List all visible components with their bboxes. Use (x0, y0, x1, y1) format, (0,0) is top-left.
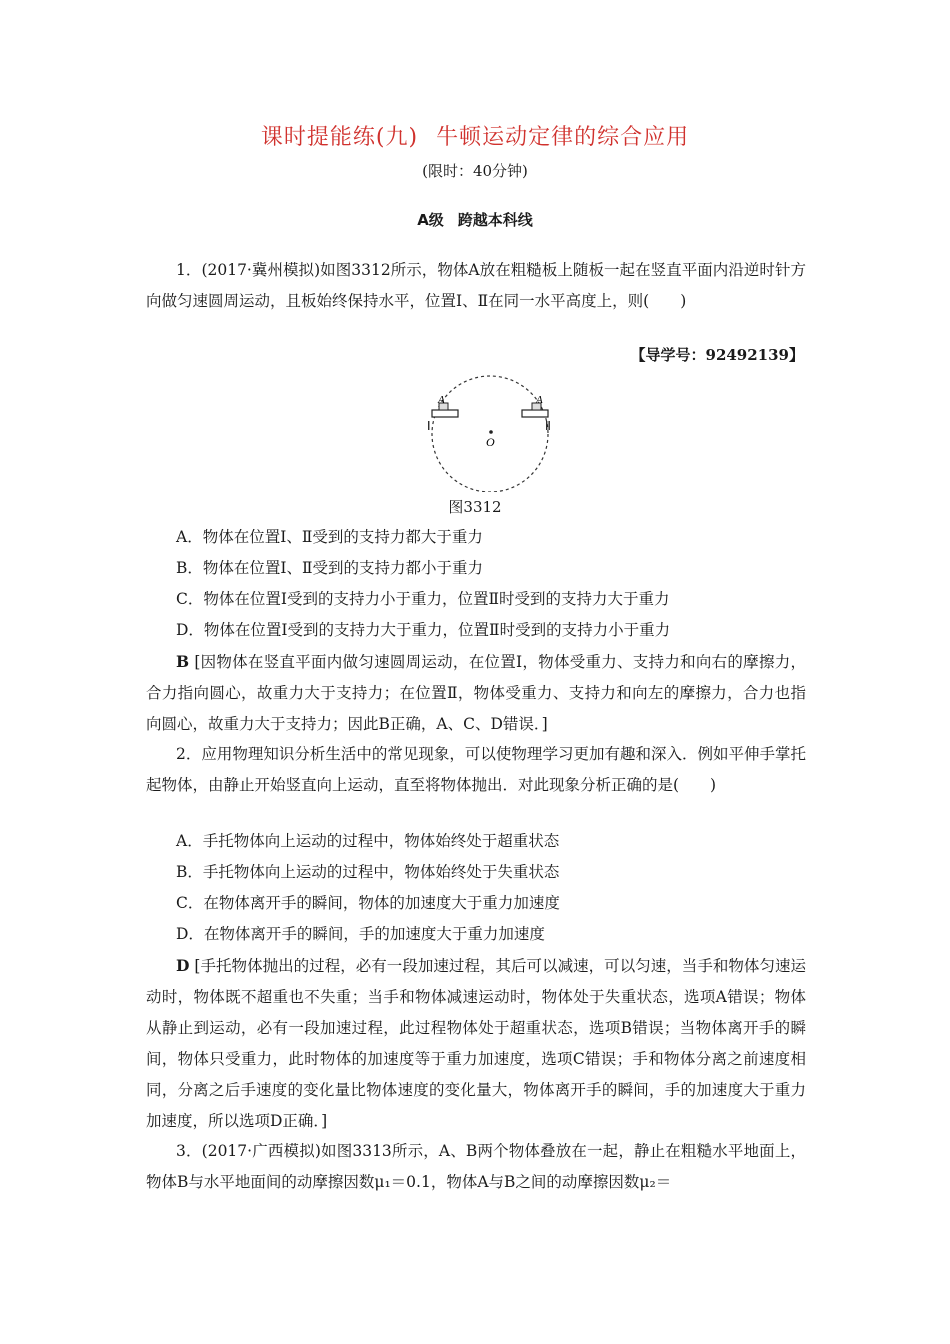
label-position-2: Ⅱ (545, 419, 551, 433)
section-name: 跨越本科线 (457, 211, 533, 229)
q1-option-c: C．物体在位置Ⅰ受到的支持力小于重力，位置Ⅱ时受到的支持力大于重力 (176, 590, 670, 608)
q2-answer: D (176, 956, 190, 975)
q1-option-b: B．物体在位置Ⅰ、Ⅱ受到的支持力都小于重力 (176, 559, 484, 577)
title-part-1: 课时提能练(九) (260, 125, 419, 150)
q2-option-c: C．在物体离开手的瞬间，物体的加速度大于重力加速度 (176, 894, 560, 912)
title-part-2: 牛顿运动定律的综合应用 (436, 125, 690, 150)
page-title (0, 120, 950, 151)
q1-option-d: D．物体在位置Ⅰ受到的支持力大于重力，位置Ⅱ时受到的支持力小于重力 (176, 621, 671, 639)
q2-option-b: B．手托物体向上运动的过程中，物体始终处于失重状态 (176, 863, 560, 881)
board-right (522, 410, 548, 417)
q1-option-a: A．物体在位置Ⅰ、Ⅱ受到的支持力都大于重力 (176, 528, 483, 546)
q2-option-d: D．在物体离开手的瞬间，手的加速度大于重力加速度 (176, 925, 545, 943)
q2-option-a: A．手托物体向上运动的过程中，物体始终处于超重状态 (176, 832, 560, 850)
time-limit: (限时：40分钟) (422, 162, 528, 180)
label-center: O (486, 435, 495, 449)
question-3-stem: 3．(2017·广西模拟)如图3313所示，A、B两个物体叠放在一起，静止在粗糙水平地面上，物体B与水平地面间的动摩擦因数μ₁＝0.1，物体A与B之间的动摩擦因数μ₂＝ (146, 1142, 806, 1191)
q1-answer: B (176, 652, 190, 671)
label-object-left: A (438, 394, 445, 406)
q2-answer-explanation (146, 950, 806, 1137)
center-point (489, 430, 493, 434)
guide-number: 【导学号：92492139】 (630, 346, 804, 364)
figure-3312 (420, 372, 560, 492)
section-level: A级 (417, 211, 444, 229)
q1-answer-explanation (146, 646, 806, 740)
circular-path (432, 376, 548, 492)
figure-caption: 图3312 (448, 498, 502, 516)
label-object-right: A (536, 394, 543, 406)
question-1-stem: 1．(2017·冀州模拟)如图3312所示，物体A放在粗糙板上随板一起在竖直平面内沿逆时针方向做匀速圆周运动，且板始终保持水平，位置Ⅰ、Ⅱ在同一水平高度上，则( ) (146, 261, 806, 310)
label-position-1: Ⅰ (427, 419, 431, 433)
question-2-stem: 2．应用物理知识分析生活中的常见现象，可以使物理学习更加有趣和深入．例如平伸手掌托起物体，由静止开始竖直向上运动，直至将物体抛出．对此现象分析正确的是( ) (146, 745, 806, 794)
section-heading (0, 209, 950, 230)
q2-explanation: [手托物体抛出的过程，必有一段加速过程，其后可以减速，可以匀速，当手和物体匀速运动时，物体既不超重也不失重；当手和物体减速运动时，物体处于失重状态，选项A错误；物体从静止到运动，必有一段加速过程，此过程物体处于超重状态，选项B错误；当物体离开手的瞬间，物体只受重力，此时物体的加速度等于重力加速度，选项C错误；手和物体分离之前速度相同，分离之后手速度的变化量比物体速度的变化量大，物体离开手的瞬间，手的加速度大于重力加速度，所以选项D正确．] (146, 957, 806, 1130)
board-left (432, 410, 458, 417)
q1-explanation: [因物体在竖直平面内做匀速圆周运动，在位置Ⅰ，物体受重力、支持力和向右的摩擦力，合力指向圆心，故重力大于支持力；在位置Ⅱ，物体受重力、支持力和向左的摩擦力，合力也指向圆心，故重力大于支持力；因此B正确，A、C、D错误．] (146, 653, 806, 733)
